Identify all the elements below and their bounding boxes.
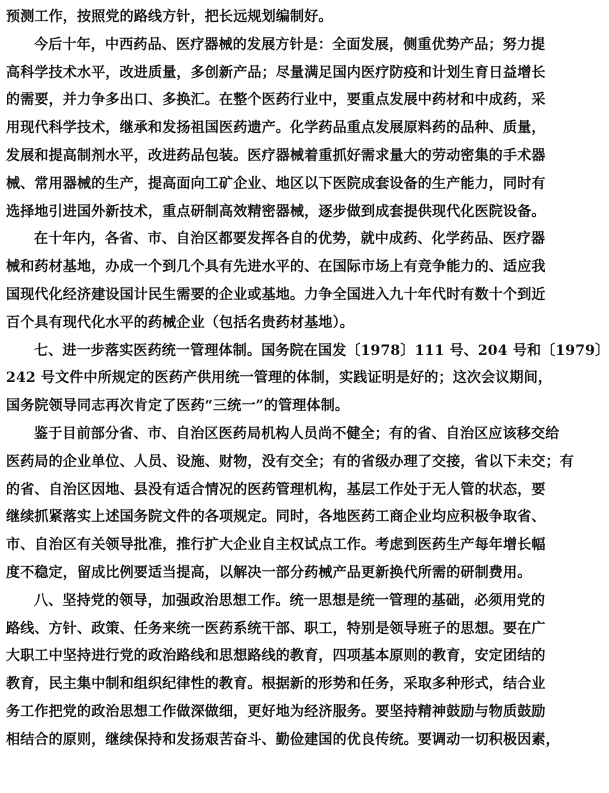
text-line: 务工作把党的政治思想工作做深做细，更好地为经济服务。要坚持精神鼓励与物质鼓励 [6, 703, 546, 720]
text-line: 高科学技术水平，改进质量，多创新产品；尽量满足国内医疗防疫和计划生育日益增长 [6, 64, 546, 81]
text-line: 医药局的企业单位、人员、设施、财物，没有交全；有的省级办理了交接，省以下未交；有 [6, 453, 574, 470]
text-line: 教育，民主集中制和组织纪律性的教育。根据新的形势和任务，采取多种形式，结合业 [6, 676, 546, 693]
text-line: 继续抓紧落实上述国务院文件的各项规定。同时，各地医药工商企业均应积极争取省、 [6, 509, 546, 526]
text-line: 度不稳定，留成比例要适当提高，以解决一部分药械产品更新换代所需的研制费用。 [6, 564, 532, 581]
text-line: 选择地引进国外新技术，重点研制高效精密器械，逐步做到成套提供现代化医院设备。 [6, 203, 546, 220]
text-line: 械、常用器械的生产，提高面向工矿企业、地区以下医院成套设备的生产能力，同时有 [6, 175, 546, 192]
text-line: 的需要，并力争多出口、多换汇。在整个医药行业中，要重点发展中药材和中成药，采 [6, 92, 546, 109]
text-line: 路线、方针、政策、任务来统一医药系统干部、职工，特别是领导班子的思想。要在广 [6, 620, 546, 637]
paragraph-start-line: 八、坚持党的领导，加强政治思想工作。统一思想是统一管理的基础，必须用党的 [34, 592, 546, 609]
text-line: 国现代化经济建设国计民生需要的企业或基地。力争全国进入九十年代时有数十个到近 [6, 286, 546, 303]
paragraph-start-line: 七、进一步落实医药统一管理体制。国务院在国发〔1978〕111 号、204 号和〔1979〕 [34, 342, 609, 359]
text-line: 大职工中坚持进行党的政治路线和思想路线的教育，四项基本原则的教育，安定团结的 [6, 648, 546, 665]
text-line: 用现代科学技术，继承和发扬祖国医药遗产。化学药品重点发展原料药的品种、质量， [6, 120, 546, 137]
paragraph-start-line: 在十年内，各省、市、自治区都要发挥各自的优势，就中成药、化学药品、医疗器 [34, 231, 546, 248]
text-line: 国务院领导同志再次肯定了医药“三统一”的管理体制。 [6, 398, 350, 415]
text-line: 械和药材基地，办成一个到几个具有先进水平的、在国际市场上有竞争能力的、适应我 [6, 259, 546, 276]
text-line: 的省、自治区因地、县没有适合情况的医药管理机构，基层工作处于无人管的状态，要 [6, 481, 546, 498]
text-line: 242 号文件中所规定的医药产供用统一管理的体制，实践证明是好的；这次会议期间， [6, 370, 553, 387]
text-line: 发展和提高制剂水平，改进药品包装。医疗器械着重抓好需求量大的劳动密集的手术器 [6, 147, 546, 164]
text-line: 市、自治区有关领导批准，推行扩大企业自主权试点工作。考虑到医药生产每年增长幅 [6, 537, 546, 554]
paragraph-start-line: 今后十年，中西药品、医疗器械的发展方针是：全面发展，侧重优势产品；努力提 [34, 36, 546, 53]
text-line: 百个具有现代化水平的药械企业（包括名贵药材基地）。 [6, 314, 354, 331]
text-line: 相结合的原则，继续保持和发扬艰苦奋斗、勤俭建国的优良传统。要调动一切积极因素， [6, 731, 560, 748]
paragraph-start-line: 鉴于目前部分省、市、自治区医药局机构人员尚不健全；有的省、自治区应该移交给 [34, 425, 560, 442]
text-line: 预测工作，按照党的路线方针，把长远规划编制好。 [6, 9, 333, 25]
